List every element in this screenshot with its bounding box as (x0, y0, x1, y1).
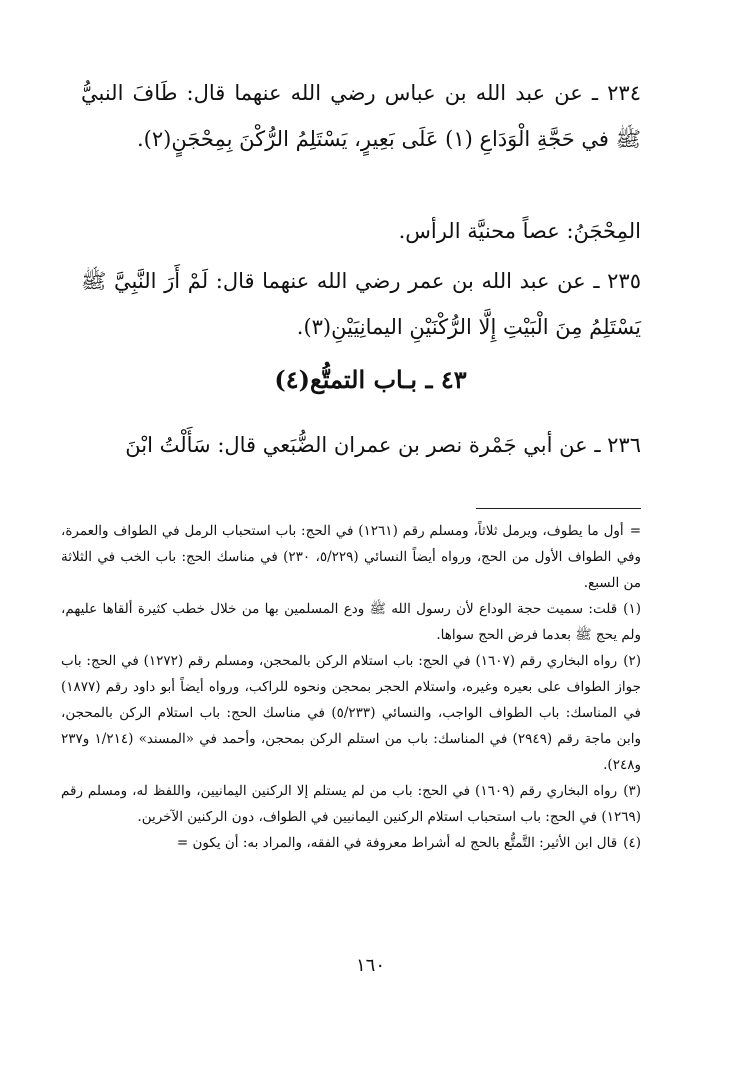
footnote-label: = (629, 523, 642, 539)
footnote-divider (476, 508, 641, 509)
chapter-heading: ٤٣ ـ بـاب التمتُّع(٤) (274, 365, 467, 394)
footnote-continuation (61, 518, 641, 596)
hadith-236 (81, 422, 641, 468)
footnote-2 (61, 648, 641, 778)
footnote-text: رواه البخاري رقم (١٦٠٧) في الحج: باب استلام الركن بالمحجن، ومسلم رقم (١٢٧٢) في الحج: باب جواز الطواف على بعيره وغيره، واستلام الحجر بمحجن ونحوه للراكب، ورواه أيضاً أبو داود رقم (١٨٧٧) في المناسك: باب الطواف الواجب، والنسائي (٥/٢٣٣) في مناسك الحج: باب استلام الركن بالمحجن، وابن ماجة رقم (٢٩٤٩) في المناسك: باب من استلم الركن بمحجن، وأحمد في «المسند» (١/٢١٤ و٢٣٧ و٢٤٨). (61, 653, 641, 773)
hadith-236-text: عن أبي جَمْرة نصر بن عمران الضُّبَعي قال: سَأَلْتُ ابْنَ (125, 433, 588, 457)
footnote-text: قال ابن الأثير: التَّمتُّع بالحج له أشراط معروفة في الفقه، والمراد به: أن يكون = (176, 835, 618, 851)
footnotes (61, 518, 641, 856)
hadith-234-gloss: المِحْجَنُ: عصاً محنيَّة الرأس. (398, 219, 641, 243)
hadith-234-number: ٢٣٤ ـ (591, 81, 641, 105)
page-number: ١٦٠ (355, 955, 385, 976)
footnote-label: (٣) (623, 783, 642, 799)
hadith-235-text: عن عبد الله بن عمر رضي الله عنهما قال: لَمْ أَرَ النَّبِيَّ ﷺ يَسْتَلِمُ مِنَ الْبَيْتِ إِلَّا الرُّكْنَيْنِ اليمانِيَيْنِ(٣). (81, 269, 641, 339)
hadith-234-text: عن عبد الله بن عباس رضي الله عنهما قال: طَافَ النبيُّ ﷺ في حَجَّةِ الْوَدَاعِ (١) عَلَى بَعِيرٍ، يَسْتَلِمُ الرُّكْنَ بِمِحْجَنٍ(٢). (81, 81, 641, 151)
footnote-text: قلت: سميت حجة الوداع لأن رسول الله ﷺ ودع المسلمين بها من خلال خطب كثيرة ألقاها عليهم، ولم يحج ﷺ بعدما فرض الحج سواها. (61, 601, 641, 643)
footnote-3 (61, 778, 641, 830)
hadith-235 (81, 258, 641, 350)
hadith-234 (81, 70, 641, 162)
footnote-text: رواه البخاري رقم (١٦٠٩) في الحج: باب من لم يستلم إلا الركنين اليمانيين، واللفظ له، ومسلم رقم (١٢٦٩) في الحج: باب استحباب استلام الركنين اليمانيين في الطواف، دون الركنين الآخرين. (61, 783, 641, 825)
footnote-4 (61, 830, 641, 856)
footnote-label: (٤) (623, 835, 641, 851)
footnote-label: (٢) (623, 653, 642, 669)
hadith-235-number: ٢٣٥ ـ (593, 269, 641, 293)
footnote-text: أول ما يطوف، ويرمل ثلاثاً، ومسلم رقم (١٢٦١) في الحج: باب استحباب الرمل في الطواف والعمرة، وفي الطواف الأول من الحج، ورواه أيضاً النسائي (٥/٢٢٩، ٢٣٠) في مناسك الحج: باب الخب في الثلاثة من السبع. (61, 523, 641, 591)
footnote-1 (61, 596, 641, 648)
footnote-label: (١) (623, 601, 641, 617)
hadith-236-number: ٢٣٦ ـ (594, 433, 641, 457)
